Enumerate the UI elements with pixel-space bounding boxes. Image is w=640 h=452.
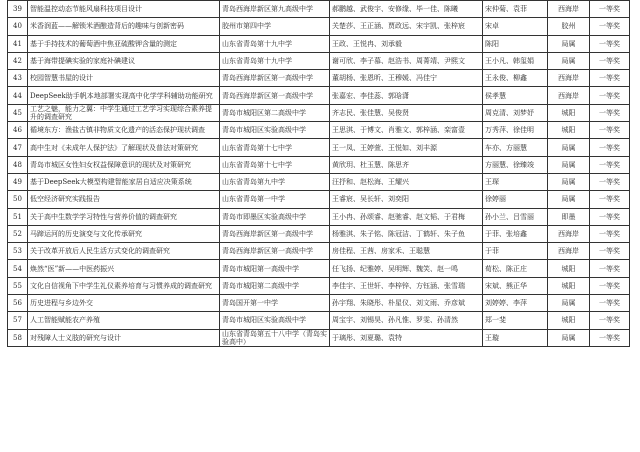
advisor-names: 王璇 [483, 329, 548, 346]
project-title: 焕然“医”新——中医药振兴 [28, 260, 220, 277]
school-name: 青岛市城阳第一高级中学 [220, 260, 330, 277]
project-title: 循境东方：渔盐古镇非物质文化遗产的活态保护现状调查 [28, 122, 220, 139]
project-title: 基于手持技术的葡萄酒中焦亚硫酸钾含量的测定 [28, 35, 220, 52]
student-authors: 于璃彤、刘夏璐、袁特 [330, 329, 483, 346]
award-table [7, 0, 630, 347]
school-name: 青岛市即墨区实验高级中学 [220, 208, 330, 225]
table-row [8, 191, 630, 208]
student-authors: 汪抒和、赵松海、王耀兴 [330, 173, 483, 190]
district-name: 城阳 [548, 260, 590, 277]
student-authors: 任飞扬、纪雅婷、吴明辉、魏笑、赵一鸣 [330, 260, 483, 277]
student-authors: 王政、王悦冉、刘承毅 [330, 35, 483, 52]
district-name: 西海岸 [548, 87, 590, 104]
award-level: 一等奖 [590, 35, 630, 52]
project-title: 青岛市城区女性妇女权益保障意识的现状及对策研究 [28, 156, 220, 173]
district-name: 局属 [548, 156, 590, 173]
award-level: 一等奖 [590, 156, 630, 173]
award-level: 一等奖 [590, 52, 630, 69]
award-level: 一等奖 [590, 295, 630, 312]
district-name: 局属 [548, 295, 590, 312]
project-title: 历史进程与乡边外交 [28, 295, 220, 312]
school-name: 山东省青岛第一中学 [220, 191, 330, 208]
school-name: 山东省青岛第五十八中学（青岛实验高中） [220, 329, 330, 346]
student-authors: 房佳程、王茜、房家禾、王聪慧 [330, 243, 483, 260]
table-row [8, 277, 630, 294]
advisor-names: 荀松、陈正庄 [483, 260, 548, 277]
row-number: 55 [8, 277, 28, 294]
row-number: 57 [8, 312, 28, 329]
student-authors: 王睿宸、吴长轩、刘奕阳 [330, 191, 483, 208]
student-authors: 王一凤、王婷萱、王悦如、刘丰源 [330, 139, 483, 156]
award-level: 一等奖 [590, 104, 630, 121]
project-title: 基于DeepSeek大模型构建智能家居自适应决策系统 [28, 173, 220, 190]
project-title: 马蹄运河的历史演变与文化传承研究 [28, 225, 220, 242]
school-name: 青岛市城阳第二高级中学 [220, 277, 330, 294]
award-level: 一等奖 [590, 312, 630, 329]
district-name: 局属 [548, 329, 590, 346]
school-name: 青岛市城阳区实验高级中学 [220, 312, 330, 329]
award-level: 一等奖 [590, 173, 630, 190]
advisor-names: 王永俊、柳鑫 [483, 70, 548, 87]
award-level: 一等奖 [590, 139, 630, 156]
project-title: 米香润蓝——解锁米酒酿造背后的趣味与创新密码 [28, 18, 220, 35]
table-row [8, 156, 630, 173]
district-name: 西海岸 [548, 70, 590, 87]
advisor-names: 徐婷丽 [483, 191, 548, 208]
row-number: 44 [8, 87, 28, 104]
advisor-names: 宋斌、熊正华 [483, 277, 548, 294]
school-name: 青岛西海岸新区第九高级中学 [220, 1, 330, 18]
row-number: 47 [8, 139, 28, 156]
school-name: 青岛市城阳区第二高级中学 [220, 104, 330, 121]
table-row [8, 260, 630, 277]
school-name: 山东省青岛第十九中学 [220, 35, 330, 52]
award-table-body [8, 1, 630, 347]
student-authors: 李佳宇、王世轩、李梓锌、方钰涵、张雪瑞 [330, 277, 483, 294]
advisor-names: 周克清、刘梦妤 [483, 104, 548, 121]
table-row [8, 87, 630, 104]
student-authors: 张嘉宏、李佳蕊、郭晗潇 [330, 87, 483, 104]
advisor-names: 于菲 [483, 243, 548, 260]
student-authors: 周宝宇、刘锡昊、孙凡惟、罗雯、孙清然 [330, 312, 483, 329]
project-title: DeepSeek助手帆本地部署实现高中化学学科辅助功能研究 [28, 87, 220, 104]
project-title: 高中生对《未成年人保护法》了解现状及普法对策研究 [28, 139, 220, 156]
school-name: 青岛市城阳区实验高级中学 [220, 122, 330, 139]
district-name: 城阳 [548, 104, 590, 121]
school-name: 青岛西海岸新区第一高级中学 [220, 243, 330, 260]
school-name: 胶州市第四中学 [220, 18, 330, 35]
table-row [8, 35, 630, 52]
table-row [8, 225, 630, 242]
table-row [8, 122, 630, 139]
student-authors: 关楚莎、王正涵、贾政远、宋宇凯、张梓宸 [330, 18, 483, 35]
table-row [8, 18, 630, 35]
advisor-names: 王琛 [483, 173, 548, 190]
award-level: 一等奖 [590, 329, 630, 346]
advisor-names: 侯孝慧 [483, 87, 548, 104]
table-row [8, 312, 630, 329]
school-name: 青岛国开第一中学 [220, 295, 330, 312]
student-authors: 董胡杨、张恩昕、王穆媛、冯佳宁 [330, 70, 483, 87]
school-name: 青岛西海岸新区第一高级中学 [220, 225, 330, 242]
project-title: 人工智能赋能农产养殖 [28, 312, 220, 329]
table-row [8, 329, 630, 346]
project-title: 对残障人士义肢的研究与设计 [28, 329, 220, 346]
advisor-names: 王小凡、韩玺娟 [483, 52, 548, 69]
award-level: 一等奖 [590, 122, 630, 139]
table-row [8, 139, 630, 156]
project-title: 关于改革开放后人民生活方式变化的调查研究 [28, 243, 220, 260]
advisor-names: 车亦、方丽慧 [483, 139, 548, 156]
row-number: 54 [8, 260, 28, 277]
advisor-names: 刘婷婷、李萍 [483, 295, 548, 312]
advisor-names: 于菲、张培鑫 [483, 225, 548, 242]
table-row [8, 208, 630, 225]
table-row [8, 173, 630, 190]
student-authors: 王思淇、于博文、肖雅文、郭梓涵、栾富壹 [330, 122, 483, 139]
row-number: 49 [8, 173, 28, 190]
row-number: 58 [8, 329, 28, 346]
school-name: 山东省青岛第九中学 [220, 173, 330, 190]
table-row [8, 295, 630, 312]
district-name: 局属 [548, 35, 590, 52]
row-number: 53 [8, 243, 28, 260]
student-authors: 郝鹏越、武俊宇、安修缘、毕一佳、陈曦 [330, 1, 483, 18]
district-name: 西海岸 [548, 225, 590, 242]
award-level: 一等奖 [590, 243, 630, 260]
row-number: 56 [8, 295, 28, 312]
school-name: 山东省青岛第十九中学 [220, 52, 330, 69]
school-name: 青岛西海岸新区第一高级中学 [220, 87, 330, 104]
student-authors: 黄欣玥、杜玉慧、陈思齐 [330, 156, 483, 173]
district-name: 局属 [548, 191, 590, 208]
project-title: 校园智慧书屋的设计 [28, 70, 220, 87]
advisor-names: 郑一斐 [483, 312, 548, 329]
student-authors: 王小冉、孙颂睿、赵驰睿、赵文韬、于君梅 [330, 208, 483, 225]
award-level: 一等奖 [590, 87, 630, 104]
school-name: 山东省青岛第十七中学 [220, 156, 330, 173]
table-row [8, 70, 630, 87]
project-title: 智能温控动态节能风扇科技项目设计 [28, 1, 220, 18]
advisor-names: 方丽慧、徐臻竣 [483, 156, 548, 173]
advisor-names: 孙小兰、吕雪丽 [483, 208, 548, 225]
award-level: 一等奖 [590, 225, 630, 242]
advisor-names: 万秀萍、徐佳明 [483, 122, 548, 139]
row-number: 48 [8, 156, 28, 173]
row-number: 42 [8, 52, 28, 69]
award-level: 一等奖 [590, 18, 630, 35]
award-level: 一等奖 [590, 260, 630, 277]
award-list-sheet [7, 0, 629, 347]
project-title: 低空经济研究实践报告 [28, 191, 220, 208]
row-number: 50 [8, 191, 28, 208]
row-number: 41 [8, 35, 28, 52]
row-number: 45 [8, 104, 28, 121]
project-title: 基于海带提碘实验的家庭补碘建议 [28, 52, 220, 69]
table-row [8, 1, 630, 18]
award-level: 一等奖 [590, 1, 630, 18]
row-number: 46 [8, 122, 28, 139]
district-name: 胶州 [548, 18, 590, 35]
table-row [8, 104, 630, 121]
student-authors: 杨雅淇、朱子铭、陈冠洁、丁鹤轩、朱子鱼 [330, 225, 483, 242]
project-title: 文化自信视角下中学生礼仪素养培育与习惯养成的调查研究 [28, 277, 220, 294]
advisor-names: 宋卓 [483, 18, 548, 35]
row-number: 52 [8, 225, 28, 242]
district-name: 城阳 [548, 122, 590, 139]
student-authors: 齐志民、张佳慧、吴俊贤 [330, 104, 483, 121]
table-row [8, 52, 630, 69]
district-name: 西海岸 [548, 243, 590, 260]
project-title: 工艺之魅，能力之翼：中学生通过工艺学习实现综合素养提升的调查研究 [28, 104, 220, 121]
award-level: 一等奖 [590, 70, 630, 87]
advisor-names: 陈阳 [483, 35, 548, 52]
district-name: 西海岸 [548, 1, 590, 18]
school-name: 山东省青岛第十七中学 [220, 139, 330, 156]
district-name: 城阳 [548, 312, 590, 329]
row-number: 43 [8, 70, 28, 87]
project-title: 关于高中生数学学习特性与营养价值的调查研究 [28, 208, 220, 225]
award-level: 一等奖 [590, 277, 630, 294]
row-number: 40 [8, 18, 28, 35]
row-number: 51 [8, 208, 28, 225]
district-name: 局属 [548, 173, 590, 190]
district-name: 城阳 [548, 277, 590, 294]
row-number: 39 [8, 1, 28, 18]
school-name: 青岛西海岸新区第一高级中学 [220, 70, 330, 87]
district-name: 局属 [548, 139, 590, 156]
district-name: 即墨 [548, 208, 590, 225]
student-authors: 孙宇翔、朱晓彤、朴星仪、刘文雨、乔彦斌 [330, 295, 483, 312]
table-row [8, 243, 630, 260]
district-name: 局属 [548, 52, 590, 69]
award-level: 一等奖 [590, 191, 630, 208]
student-authors: 谢可欣、李子慕、赵浩书、周菁靖、尹熙文 [330, 52, 483, 69]
award-level: 一等奖 [590, 208, 630, 225]
advisor-names: 宋仲菊、袁菲 [483, 1, 548, 18]
